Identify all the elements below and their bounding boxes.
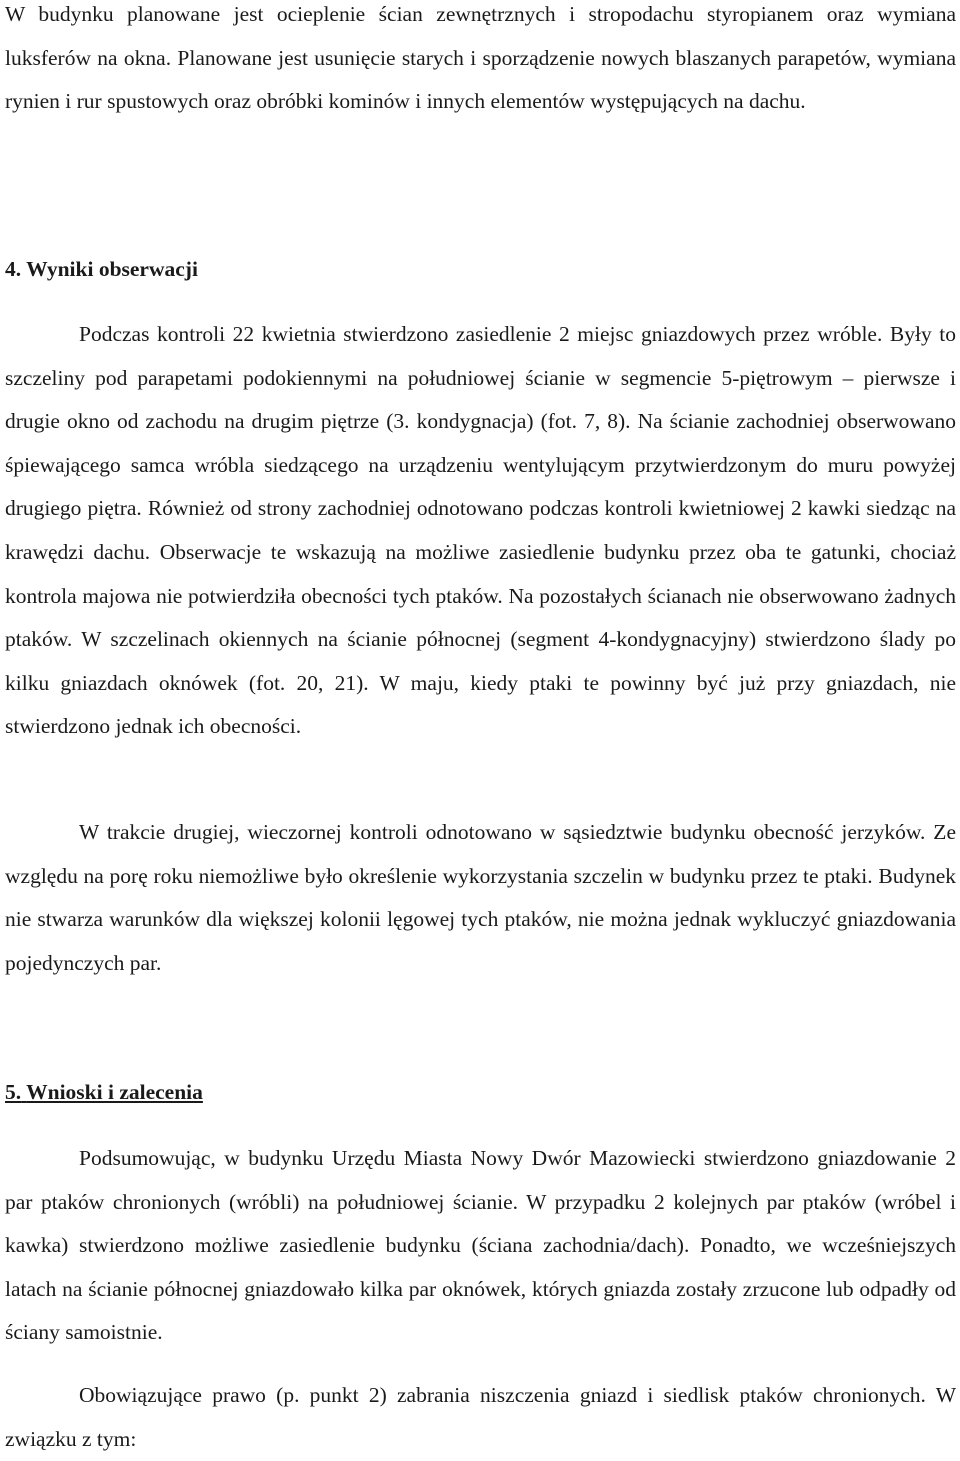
section-4-title: Wyniki obserwacji (26, 257, 198, 281)
section-4-heading (5, 248, 198, 292)
section-4-paragraph-2: W trakcie drugiej, wieczornej kontroli odnotowano w sąsiedztwie budynku obecność jerzyków. Ze względu na porę roku niemożliwe było określenie wykorzystania szczelin w budynku przez te ptaki. Budynek nie stwarza warunków dla większej kolonii lęgowej tych ptaków, nie można jednak wykluczyć gniazdowania pojedynczych par. (5, 820, 956, 975)
section-5-title: Wnioski i zalecenia (26, 1080, 203, 1104)
section-5-paragraph-2: Obowiązujące prawo (p. punkt 2) zabrania niszczenia gniazd i siedlisk ptaków chronionych. W związku z tym: (5, 1383, 956, 1451)
section-4-paragraph-1: Podczas kontroli 22 kwietnia stwierdzono zasiedlenie 2 miejsc gniazdowych przez wróble. Były to szczeliny pod parapetami podokiennymi na południowej ścianie w segmencie 5-piętrowym – pierwsze i drugie okno od zachodu na drugim piętrze (3. kondygnacja) (fot. 7, 8). Na ścianie zachodniej obserwowano śpiewającego samca wróbla siedzącego na urządzeniu wentylującym przytwierdzonym do muru powyżej drugiego piętra. Również od strony zachodniej odnotowano podczas kontroli kwietniowej 2 kawki siedząc na krawędzi dachu. Obserwacje te wskazują na możliwe zasiedlenie budynku przez oba te gatunki, chociaż kontrola majowa nie potwierdziła obecności tych ptaków. Na pozostałych ścianach nie obserwowano żadnych ptaków. W szczelinach okiennych na ścianie północnej (segment 4-kondygnacyjny) stwierdzono ślady po kilku gniazdach oknówek (fot. 20, 21). W maju, kiedy ptaki te powinny być już przy gniazdach, nie stwierdzono jednak ich obecności. (5, 322, 956, 739)
intro-paragraph: W budynku planowane jest ocieplenie ścian zewnętrznych i stropodachu styropianem oraz wymiana luksferów na okna. Planowane jest usunięcie starych i sporządzenie nowych blaszanych parapetów, wymiana rynien i rur spustowych oraz obróbki kominów i innych elementów występujących na dachu. (5, 2, 956, 114)
section-5-heading (5, 1071, 203, 1115)
section-5-number: 5. (5, 1080, 22, 1104)
section-5-paragraph-1: Podsumowując, w budynku Urzędu Miasta Nowy Dwór Mazowiecki stwierdzono gniazdowanie 2 par ptaków chronionych (wróbli) na południowej ścianie. W przypadku 2 kolejnych par ptaków (wróbel i kawka) stwierdzono możliwe zasiedlenie budynku (ściana zachodnia/dach). Ponadto, we wcześniejszych latach na ścianie północnej gniazdowało kilka par oknówek, których gniazda zostały zrzucone lub odpadły od ściany samoistnie. (5, 1146, 956, 1345)
section-4-number: 4. (5, 257, 22, 281)
